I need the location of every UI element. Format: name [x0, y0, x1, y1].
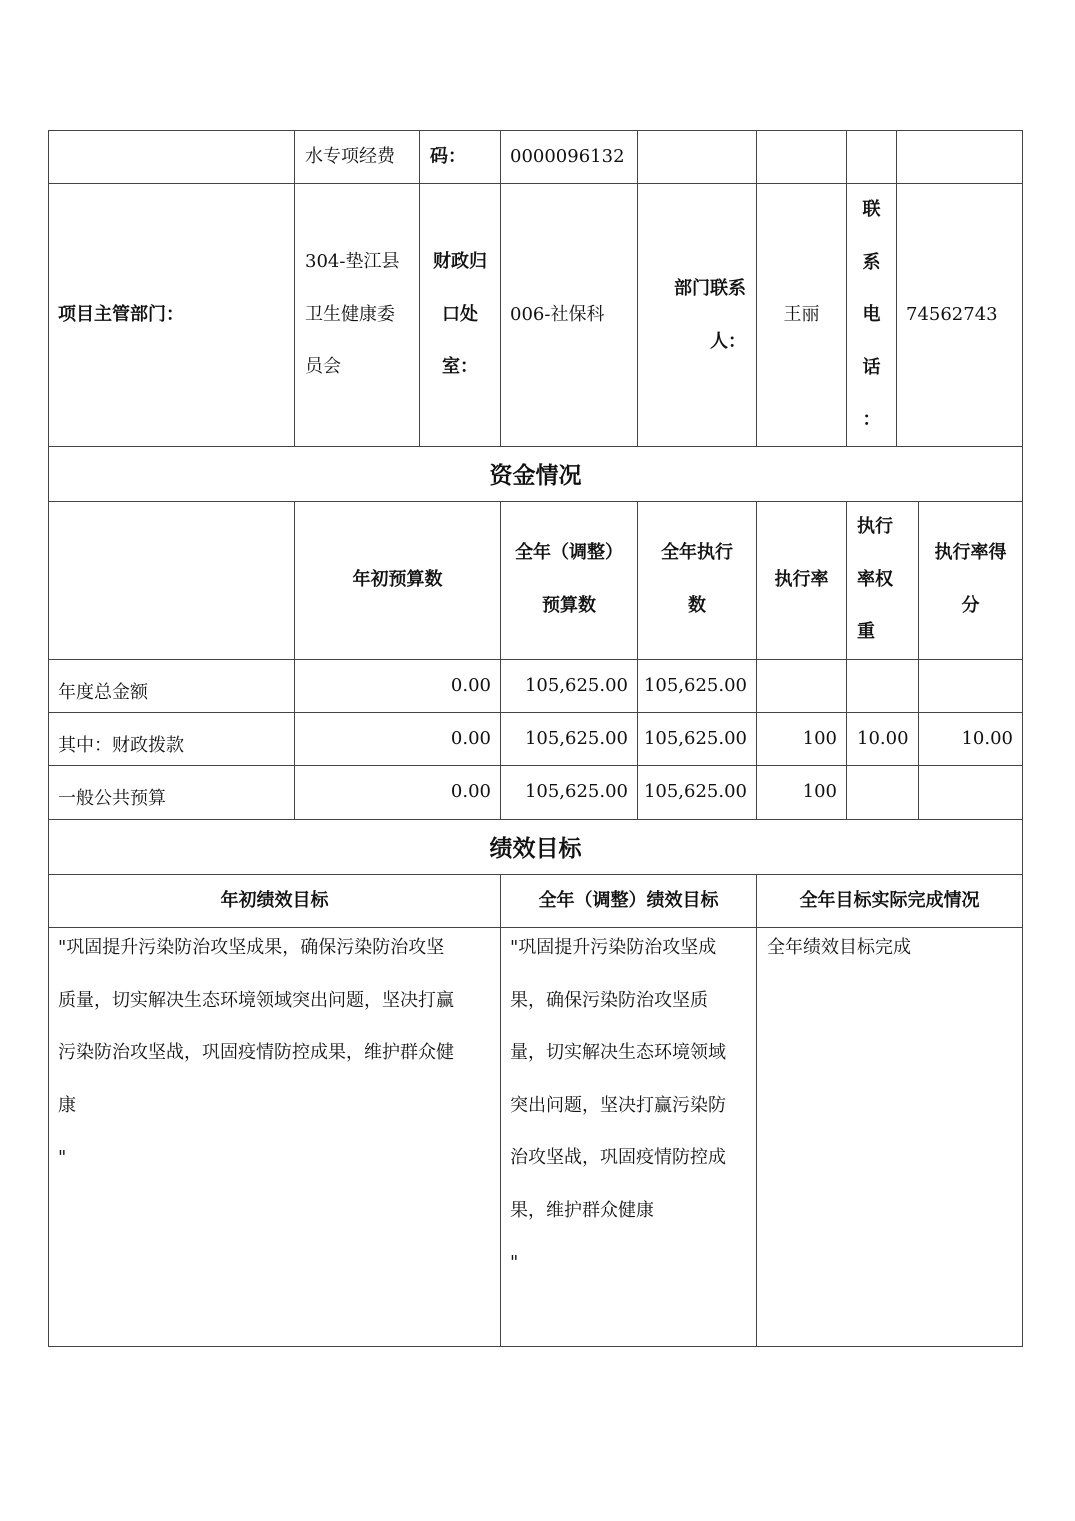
text-line: 果，确保污染防治攻坚质 — [510, 989, 708, 1011]
dept-value — [305, 236, 399, 394]
dept-value-line: 304-垫江县 — [305, 251, 400, 272]
row-adjusted: 105,625.00 — [524, 675, 628, 696]
phone-value: 74562743 — [906, 304, 998, 325]
grid-line — [48, 659, 1023, 660]
grid-line — [48, 130, 49, 1347]
funds-header-weight-line: 率权 — [857, 568, 893, 590]
grid-line — [48, 712, 1023, 713]
code-value: 0000096132 — [510, 146, 625, 167]
funds-section-title: 资金情况 — [489, 463, 582, 489]
phone-label-line: 电 — [862, 304, 881, 325]
funds-header-executed-line: 全年执行 — [661, 542, 733, 563]
row-initial: 0.00 — [450, 675, 491, 696]
code-label: 码： — [430, 146, 466, 167]
grid-line — [48, 874, 1023, 875]
finance-label-line: 口处 — [442, 303, 478, 325]
finance-value: 006-社保科 — [510, 304, 605, 325]
performance-adjusted-text — [510, 922, 726, 1290]
phone-label-line: 系 — [862, 251, 881, 273]
phone-label-line: 联 — [862, 199, 881, 220]
funds-header-score-line: 执行率得 — [934, 542, 1007, 563]
grid-line — [48, 130, 1023, 131]
performance-section-title: 绩效目标 — [489, 836, 582, 862]
performance-header-adjusted: 全年（调整）绩效目标 — [538, 890, 719, 911]
funds-header-weight — [857, 501, 893, 659]
phone-label-line: 话 — [862, 356, 881, 378]
funds-header-executed-line: 数 — [688, 594, 706, 616]
row-label: 一般公共预算 — [58, 788, 166, 809]
grid-line — [756, 130, 757, 446]
funds-header-score — [919, 527, 1022, 632]
performance-initial-text — [58, 922, 454, 1185]
grid-line — [500, 874, 501, 1347]
row-score: 10.00 — [961, 728, 1013, 749]
text-line: 康 — [58, 1094, 76, 1116]
performance-header-initial: 年初绩效目标 — [220, 890, 329, 911]
phone-label — [847, 184, 896, 447]
contact-label — [650, 263, 746, 368]
grid-line — [500, 130, 501, 446]
text-line: 量，切实解决生态环境领域 — [510, 1042, 726, 1063]
grid-line — [756, 501, 757, 819]
performance-actual-text: 全年绩效目标完成 — [767, 937, 911, 958]
contact-label-line: 部门联系 — [674, 278, 746, 299]
row-adjusted: 105,625.00 — [524, 781, 628, 802]
phone-label-line: ： — [862, 409, 881, 430]
grid-line — [48, 819, 1023, 820]
text-line: 突出问题，坚决打赢污染防 — [510, 1094, 726, 1116]
dept-value-line: 卫生健康委 — [305, 303, 395, 325]
row-executed: 105,625.00 — [643, 728, 747, 749]
funds-header-rate: 执行率 — [774, 569, 829, 590]
funds-header-executed — [638, 527, 756, 632]
text-line: "巩固提升污染防治攻坚成果，确保污染防治攻坚 — [58, 937, 445, 958]
text-line: " — [510, 1252, 519, 1273]
finance-label — [420, 236, 500, 394]
finance-label-line: 室： — [442, 356, 478, 377]
row-initial: 0.00 — [450, 781, 491, 802]
grid-line — [294, 130, 295, 446]
grid-line — [48, 1346, 1023, 1347]
text-line: 果，维护群众健康 — [510, 1199, 654, 1221]
funds-header-initial: 年初预算数 — [352, 569, 443, 590]
dept-label: 项目主管部门： — [58, 304, 184, 325]
row-initial: 0.00 — [450, 728, 491, 749]
contact-label-line: 人： — [710, 330, 746, 352]
dept-value-line: 员会 — [305, 356, 341, 377]
funds-header-adjusted — [501, 527, 637, 632]
row-rate: 100 — [802, 781, 837, 802]
text-line: 治攻坚战，巩固疫情防控成 — [510, 1147, 726, 1168]
grid-line — [294, 501, 295, 819]
funds-header-score-line: 分 — [961, 594, 980, 616]
funds-header-adjusted-line: 全年（调整） — [515, 542, 623, 563]
grid-line — [637, 130, 638, 446]
grid-line — [48, 765, 1023, 766]
text-line: "巩固提升污染防治攻坚成 — [510, 937, 717, 958]
row-adjusted: 105,625.00 — [524, 728, 628, 749]
funds-header-adjusted-line: 预算数 — [542, 594, 596, 616]
finance-label-line: 财政归 — [433, 251, 487, 272]
row-label: 年度总金额 — [58, 682, 148, 703]
text-line: 质量，切实解决生态环境领域突出问题，坚决打赢 — [58, 989, 454, 1011]
funds-header-weight-line: 重 — [857, 621, 875, 642]
contact-value: 王丽 — [783, 304, 820, 325]
project-name-tail: 水专项经费 — [305, 146, 395, 167]
row-executed: 105,625.00 — [643, 675, 747, 696]
grid-line — [846, 501, 847, 819]
text-line: 污染防治攻坚战，巩固疫情防控成果，维护群众健 — [58, 1042, 454, 1063]
row-executed: 105,625.00 — [643, 781, 747, 802]
funds-header-weight-line: 执行 — [857, 516, 893, 537]
grid-line — [756, 874, 757, 1347]
text-line: " — [58, 1147, 67, 1168]
row-rate: 100 — [802, 728, 837, 749]
performance-header-actual: 全年目标实际完成情况 — [799, 890, 980, 911]
grid-line — [1022, 130, 1023, 1347]
grid-line — [896, 130, 897, 446]
row-weight: 10.00 — [857, 728, 909, 749]
row-label: 其中：财政拨款 — [58, 735, 184, 756]
